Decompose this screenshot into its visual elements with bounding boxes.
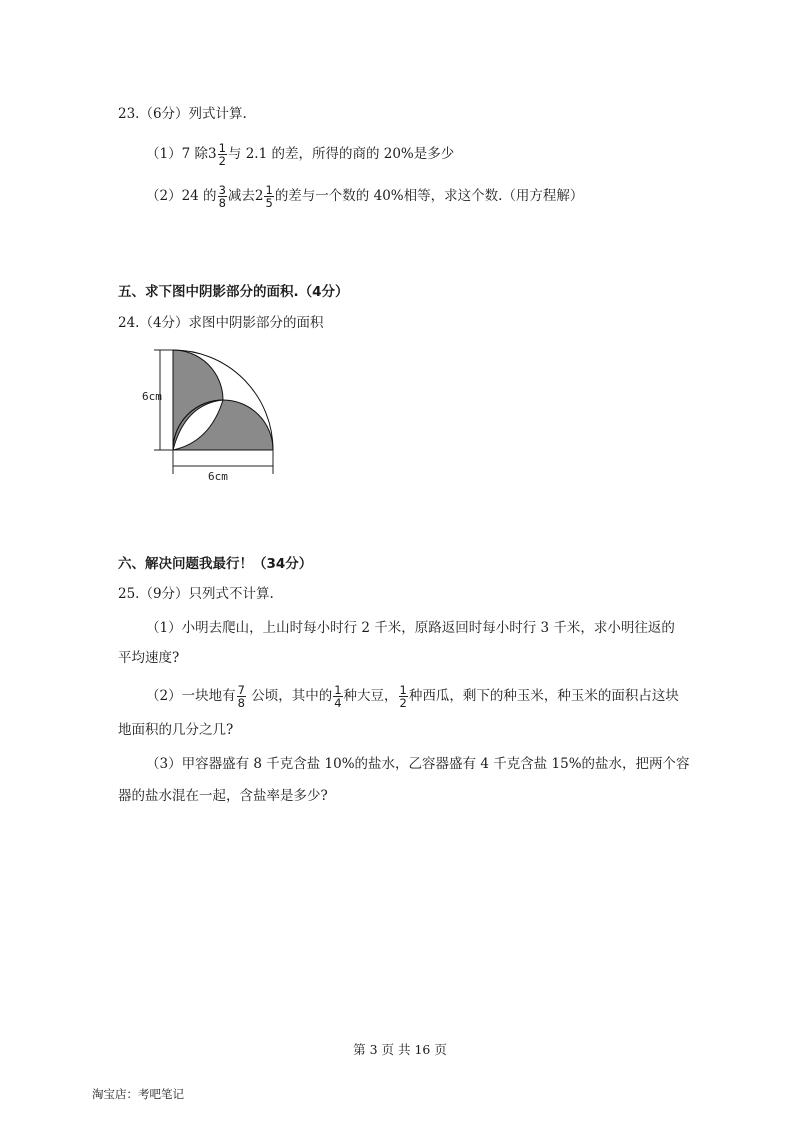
q25-p2-f2-num: 1 <box>334 683 342 697</box>
q23-p1-fraction <box>218 142 227 167</box>
figure-svg <box>140 342 300 492</box>
q25-p2-text-b: 公顷，其中的 <box>246 688 333 705</box>
q25-p2-line2: 地面积的几分之几? <box>118 722 234 738</box>
page-number: 第 3 页 共 16 页 <box>353 1042 447 1057</box>
q25-part2 <box>146 684 679 709</box>
q23-p2-fraction-2 <box>264 184 273 209</box>
q23-p2-text-c: 的差与一个数的 40%相等，求这个数.（用方程解） <box>274 188 584 205</box>
q23-p2-f2-num: 1 <box>265 183 273 197</box>
shop-watermark: 淘宝店：考吧笔记 <box>92 1087 184 1101</box>
q23-p2-text-b: 减去 <box>227 188 255 205</box>
q23-p1-frac-den: 2 <box>218 154 226 169</box>
q25-title: 25.（9分）只列式不计算. <box>118 586 274 602</box>
q25-p2-fraction-3 <box>399 684 408 709</box>
q25-p3-line2: 器的盐水混在一起，含盐率是多少? <box>118 788 328 804</box>
q23-p2-f1-den: 8 <box>218 196 226 211</box>
q25-p3-line1: （3）甲容器盛有 8 千克含盐 10%的盐水，乙容器盛有 4 千克含盐 15%的盐水，把两个容 <box>146 756 690 772</box>
section6-heading: 六、解决问题我最行！（34分） <box>118 556 313 572</box>
q25-p2-f3-den: 2 <box>399 696 407 711</box>
q25-p2-f1-den: 8 <box>237 696 245 711</box>
q23-p1-text-a: （1）7 除 <box>146 146 208 163</box>
q25-p2-f3-num: 1 <box>399 683 407 697</box>
q23-p1-whole: 3 <box>207 146 217 163</box>
section5-heading: 五、求下图中阴影部分的面积.（4分） <box>118 284 349 300</box>
q23-p2-f2-whole: 2 <box>254 188 264 205</box>
q23-p2-f1-num: 3 <box>218 183 226 197</box>
q25-p2-text-a: （2）一块地有 <box>146 688 236 705</box>
height-label: 6cm <box>142 390 162 403</box>
q25-p2-text-d: 种西瓜，剩下的种玉米，种玉米的面积占这块 <box>408 688 679 705</box>
q23-p1-frac-num: 1 <box>218 141 226 155</box>
q25-p2-fraction-1 <box>237 684 246 709</box>
q23-p2-fraction-1 <box>218 184 227 209</box>
q25-p2-f1-num: 7 <box>237 683 245 697</box>
q23-p2-f2-den: 5 <box>265 196 273 211</box>
q25-p1-line2: 平均速度? <box>118 650 180 666</box>
q24-title: 24.（4分）求图中阴影部分的面积 <box>118 315 324 331</box>
q23-p1-text-b: 与 2.1 的差，所得的商的 20%是多少 <box>227 146 455 163</box>
q23-p2-text-a: （2）24 的 <box>146 188 217 205</box>
q25-p2-text-c: 种大豆， <box>343 688 398 705</box>
q25-p1-line1: （1）小明去爬山，上山时每小时行 2 千米，原路返回时每小时行 3 千米，求小明往返的 <box>146 620 675 636</box>
shaded-area-figure <box>140 342 300 492</box>
q23-part1 <box>146 142 454 167</box>
q23-title: 23.（6分）列式计算. <box>118 106 247 122</box>
width-label: 6cm <box>208 470 228 483</box>
q25-p2-f2-den: 4 <box>334 696 342 711</box>
q23-part2 <box>146 184 583 209</box>
q25-p2-fraction-2 <box>333 684 342 709</box>
